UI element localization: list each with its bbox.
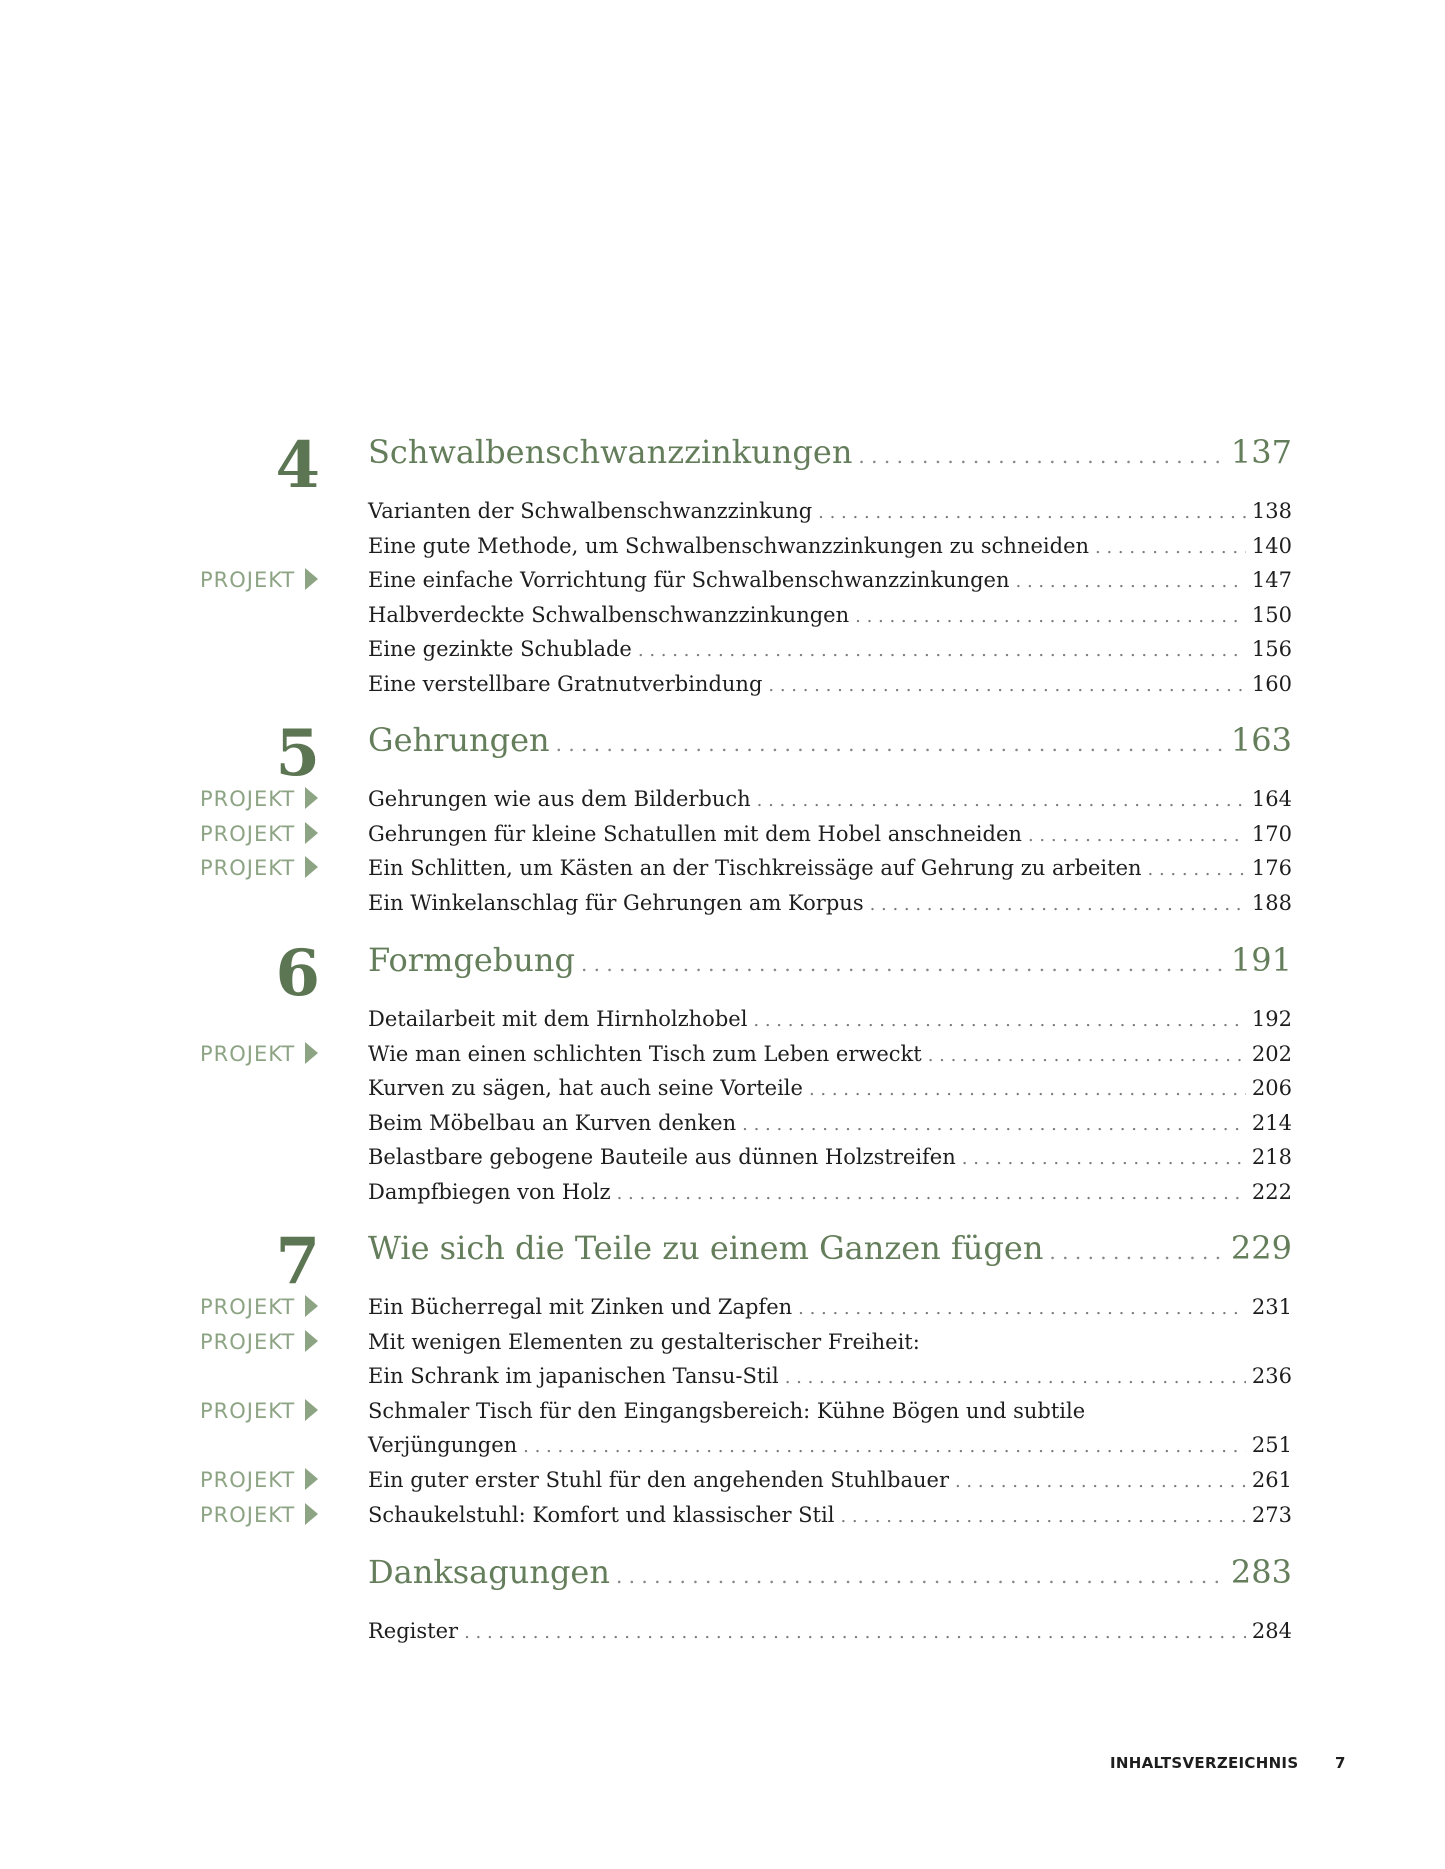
entry-title: Eine einfache Vorrichtung für Schwalbenschwanzzinkungen bbox=[368, 568, 1010, 593]
toc-entry[interactable] bbox=[368, 669, 1292, 701]
projekt-label: PROJEKT bbox=[200, 568, 296, 593]
dot-leader bbox=[928, 1041, 1246, 1071]
entry-page: 206 bbox=[1251, 1076, 1292, 1101]
dot-leader bbox=[638, 636, 1246, 666]
projekt-label: PROJEKT bbox=[200, 1502, 296, 1527]
entry-page: 160 bbox=[1251, 672, 1292, 696]
chapter-heading[interactable] bbox=[368, 720, 1292, 764]
chapter-title: Danksagungen bbox=[368, 1553, 610, 1591]
toc-entry[interactable] bbox=[368, 634, 1292, 666]
projekt-marker bbox=[200, 819, 330, 849]
dot-leader bbox=[464, 1618, 1246, 1648]
toc-entry[interactable] bbox=[368, 1073, 1292, 1105]
projekt-label: PROJEKT bbox=[200, 856, 296, 881]
entry-page: 284 bbox=[1251, 1619, 1292, 1643]
dot-leader bbox=[581, 944, 1225, 984]
entry-page: 176 bbox=[1251, 856, 1292, 881]
entry-page: 138 bbox=[1251, 499, 1292, 523]
entry-page: 251 bbox=[1251, 1433, 1292, 1458]
projekt-label: PROJEKT bbox=[200, 821, 296, 846]
triangle-right-icon bbox=[305, 1295, 318, 1317]
chapter-heading[interactable] bbox=[368, 1552, 1292, 1596]
toc-entry[interactable] bbox=[368, 1039, 1292, 1071]
entry-title: Halbverdeckte Schwalbenschwanzzinkungen bbox=[368, 602, 850, 627]
entry-title: Mit wenigen Elementen zu gestalterischer Freiheit: bbox=[368, 1329, 920, 1354]
toc-entry[interactable] bbox=[368, 853, 1292, 885]
toc-entry[interactable] bbox=[368, 784, 1292, 816]
toc-entry[interactable] bbox=[368, 1465, 1292, 1497]
entry-title: Gehrungen wie aus dem Bilderbuch bbox=[368, 787, 751, 811]
chapter-number: 5 bbox=[275, 716, 320, 791]
toc-entry-line[interactable] bbox=[368, 1327, 1292, 1357]
chapter-page: 163 bbox=[1230, 721, 1292, 759]
entry-page: 218 bbox=[1251, 1145, 1292, 1170]
dot-leader bbox=[798, 1294, 1246, 1324]
chapter-title: Wie sich die Teile zu einem Ganzen fügen bbox=[368, 1229, 1044, 1267]
toc-entry[interactable] bbox=[368, 1108, 1292, 1140]
chapter-number: 6 bbox=[275, 936, 320, 1011]
projekt-label: PROJEKT bbox=[200, 1041, 296, 1066]
entry-page: 188 bbox=[1251, 890, 1292, 915]
dot-leader bbox=[617, 1179, 1246, 1209]
chapter-heading[interactable] bbox=[368, 1228, 1292, 1272]
entry-page: 222 bbox=[1251, 1180, 1292, 1204]
dot-leader bbox=[1016, 567, 1246, 597]
dot-leader bbox=[855, 602, 1246, 632]
toc-entry[interactable] bbox=[368, 1292, 1292, 1324]
entry-page: 150 bbox=[1251, 602, 1292, 627]
entry-page: 170 bbox=[1251, 821, 1292, 846]
dot-leader bbox=[809, 1075, 1246, 1105]
dot-leader bbox=[962, 1144, 1246, 1174]
toc-entry[interactable] bbox=[368, 600, 1292, 632]
chapter-number: 7 bbox=[275, 1224, 320, 1299]
toc-entry[interactable] bbox=[368, 1177, 1292, 1209]
projekt-marker bbox=[200, 1292, 330, 1322]
toc-entry[interactable] bbox=[368, 496, 1292, 528]
entry-page: 192 bbox=[1251, 1007, 1292, 1031]
triangle-right-icon bbox=[305, 568, 318, 590]
entry-title: Eine gezinkte Schublade bbox=[368, 637, 632, 662]
entry-page: 273 bbox=[1251, 1502, 1292, 1527]
page-number: 7 bbox=[1335, 1754, 1346, 1772]
dot-leader bbox=[523, 1432, 1246, 1462]
dot-leader bbox=[1028, 821, 1246, 851]
chapter-title: Formgebung bbox=[368, 941, 575, 979]
dot-leader bbox=[858, 436, 1225, 476]
projekt-marker bbox=[200, 1327, 330, 1357]
projekt-label: PROJEKT bbox=[200, 1398, 296, 1423]
toc-entry[interactable] bbox=[368, 819, 1292, 851]
triangle-right-icon bbox=[305, 1399, 318, 1421]
projekt-marker bbox=[200, 1465, 330, 1495]
entry-title-continuation: Verjüngungen bbox=[368, 1433, 518, 1458]
chapter-title: Schwalbenschwanzzinkungen bbox=[368, 433, 853, 471]
toc-entry[interactable] bbox=[368, 565, 1292, 597]
entry-page: 231 bbox=[1251, 1295, 1292, 1319]
projekt-marker bbox=[200, 784, 330, 814]
dot-leader bbox=[556, 724, 1225, 764]
toc-entry[interactable] bbox=[368, 1616, 1292, 1648]
triangle-right-icon bbox=[305, 1468, 318, 1490]
dot-leader bbox=[955, 1467, 1246, 1497]
entry-page: 164 bbox=[1251, 787, 1292, 811]
triangle-right-icon bbox=[305, 1330, 318, 1352]
dot-leader bbox=[757, 786, 1246, 816]
entry-title: Ein guter erster Stuhl für den angehenden Stuhlbauer bbox=[368, 1468, 949, 1492]
chapter-page: 137 bbox=[1230, 433, 1292, 471]
dot-leader bbox=[785, 1363, 1246, 1393]
dot-leader bbox=[1148, 855, 1246, 885]
toc-entry[interactable] bbox=[368, 888, 1292, 920]
dot-leader bbox=[1095, 533, 1246, 563]
running-footer-title: INHALTSVERZEICHNIS bbox=[1110, 1754, 1299, 1772]
projekt-marker bbox=[200, 1039, 330, 1069]
entry-page: 140 bbox=[1251, 533, 1292, 558]
chapter-page: 191 bbox=[1230, 941, 1292, 979]
projekt-label: PROJEKT bbox=[200, 1295, 296, 1319]
toc-entry[interactable] bbox=[368, 1500, 1292, 1532]
toc-entry[interactable] bbox=[368, 1004, 1292, 1036]
entry-title: Gehrungen für kleine Schatullen mit dem Hobel anschneiden bbox=[368, 821, 1022, 846]
toc-entry[interactable] bbox=[368, 1361, 1292, 1393]
projekt-label: PROJEKT bbox=[200, 787, 296, 811]
entry-title: Register bbox=[368, 1619, 459, 1643]
chapter-title: Gehrungen bbox=[368, 721, 550, 759]
entry-title-continuation: Ein Schrank im japanischen Tansu-Stil bbox=[368, 1364, 779, 1389]
entry-page: 214 bbox=[1251, 1110, 1292, 1135]
projekt-marker bbox=[200, 1396, 330, 1426]
entry-page: 147 bbox=[1251, 568, 1292, 593]
entry-title: Ein Schlitten, um Kästen an der Tischkreissäge auf Gehrung zu arbeiten bbox=[368, 856, 1142, 881]
toc-entry[interactable] bbox=[368, 1430, 1292, 1462]
entry-title: Varianten der Schwalbenschwanzzinkung bbox=[368, 499, 813, 523]
triangle-right-icon bbox=[305, 787, 318, 809]
projekt-marker bbox=[200, 565, 330, 595]
chapter-number: 4 bbox=[275, 428, 320, 503]
dot-leader bbox=[870, 890, 1246, 920]
toc-entry[interactable] bbox=[368, 531, 1292, 563]
entry-title: Ein Bücherregal mit Zinken und Zapfen bbox=[368, 1295, 793, 1319]
entry-title: Beim Möbelbau an Kurven denken bbox=[368, 1110, 737, 1135]
projekt-label: PROJEKT bbox=[200, 1468, 296, 1492]
entry-title: Schmaler Tisch für den Eingangsbereich: Kühne Bögen und subtile bbox=[368, 1398, 1086, 1423]
entry-title: Eine gute Methode, um Schwalbenschwanzzinkungen zu schneiden bbox=[368, 533, 1090, 558]
toc-entry-line[interactable] bbox=[368, 1396, 1292, 1426]
entry-title: Belastbare gebogene Bauteile aus dünnen Holzstreifen bbox=[368, 1145, 956, 1170]
entry-title: Ein Winkelanschlag für Gehrungen am Korpus bbox=[368, 890, 864, 915]
entry-title: Schaukelstuhl: Komfort und klassischer Stil bbox=[368, 1502, 835, 1527]
entry-title: Kurven zu sägen, hat auch seine Vorteile bbox=[368, 1076, 803, 1101]
chapter-page: 229 bbox=[1230, 1229, 1292, 1267]
triangle-right-icon bbox=[305, 1042, 318, 1064]
toc-entry[interactable] bbox=[368, 1142, 1292, 1174]
chapter-heading[interactable] bbox=[368, 432, 1292, 476]
dot-leader bbox=[753, 1006, 1245, 1036]
entry-page: 236 bbox=[1251, 1364, 1292, 1389]
dot-leader bbox=[742, 1110, 1246, 1140]
entry-title: Eine verstellbare Gratnutverbindung bbox=[368, 672, 763, 696]
triangle-right-icon bbox=[305, 856, 318, 878]
projekt-label: PROJEKT bbox=[200, 1329, 296, 1354]
triangle-right-icon bbox=[305, 822, 318, 844]
entry-page: 156 bbox=[1251, 637, 1292, 662]
entry-title: Detailarbeit mit dem Hirnholzhobel bbox=[368, 1007, 748, 1031]
chapter-page: 283 bbox=[1230, 1553, 1292, 1591]
projekt-marker bbox=[200, 853, 330, 883]
chapter-heading[interactable] bbox=[368, 940, 1292, 984]
projekt-marker bbox=[200, 1500, 330, 1530]
dot-leader bbox=[1049, 1232, 1225, 1272]
triangle-right-icon bbox=[305, 1503, 318, 1525]
dot-leader bbox=[840, 1502, 1245, 1532]
entry-page: 202 bbox=[1251, 1041, 1292, 1066]
entry-page: 261 bbox=[1251, 1468, 1292, 1492]
entry-title: Wie man einen schlichten Tisch zum Leben erweckt bbox=[368, 1041, 922, 1066]
dot-leader bbox=[768, 671, 1246, 701]
entry-title: Dampfbiegen von Holz bbox=[368, 1180, 611, 1204]
dot-leader bbox=[818, 498, 1246, 528]
dot-leader bbox=[616, 1556, 1225, 1596]
